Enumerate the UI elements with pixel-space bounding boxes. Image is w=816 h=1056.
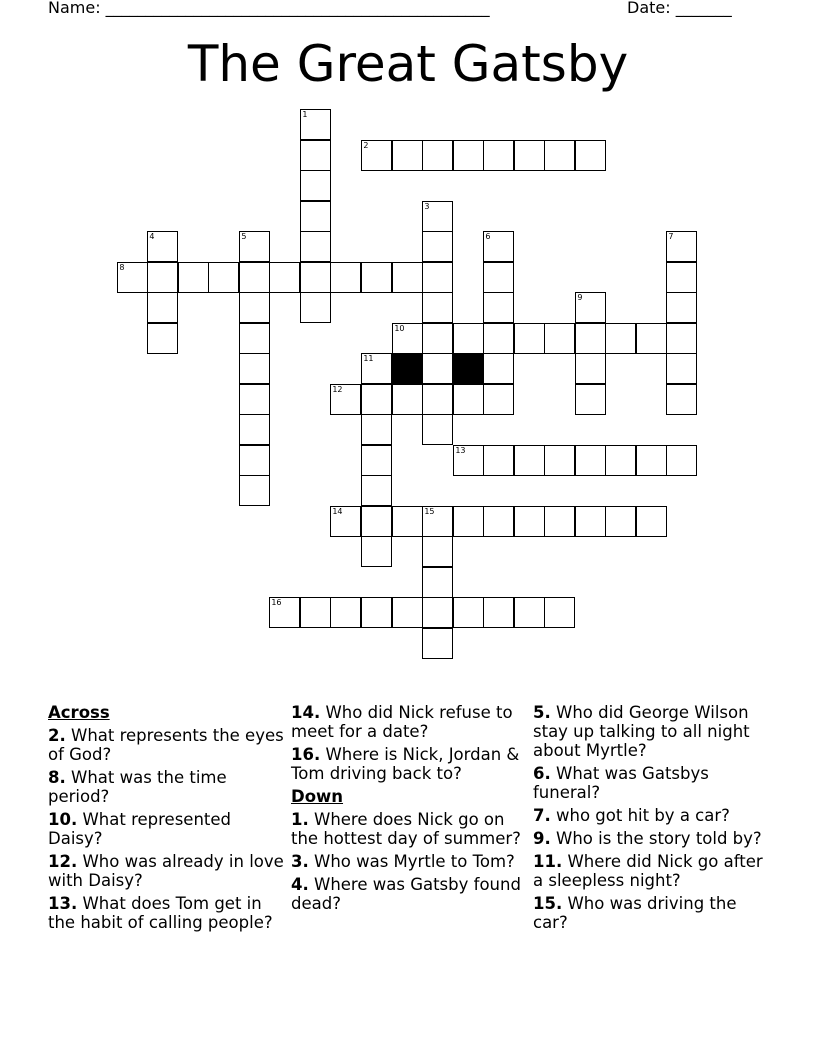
clue-number: 5 <box>241 232 247 242</box>
clue-number: 14 <box>332 507 343 517</box>
grid-cell[interactable] <box>575 445 605 475</box>
grid-cell[interactable] <box>514 140 544 170</box>
grid-cell[interactable] <box>239 384 269 414</box>
grid-cell[interactable] <box>483 140 513 170</box>
grid-cell[interactable] <box>422 628 452 658</box>
grid-cell[interactable] <box>575 506 605 536</box>
grid-cell[interactable] <box>239 262 269 292</box>
grid-cell[interactable] <box>422 384 452 414</box>
grid-cell[interactable] <box>300 597 330 627</box>
clue-number: 16 <box>271 598 282 608</box>
name-label: Name: ________________________________________________ <box>48 0 490 17</box>
grid-cell[interactable] <box>575 140 605 170</box>
clues-column-3 <box>533 703 773 936</box>
clue-down-4: 4. Where was Gatsby found dead? <box>291 875 521 913</box>
clue-number: 10 <box>394 324 405 334</box>
grid-cell-7[interactable] <box>666 231 696 261</box>
grid-cell-10[interactable] <box>392 323 422 353</box>
grid-cell[interactable] <box>300 292 330 322</box>
grid-cell[interactable] <box>208 262 238 292</box>
grid-cell[interactable] <box>239 292 269 322</box>
grid-cell[interactable] <box>422 567 452 597</box>
grid-cell[interactable] <box>361 414 391 444</box>
grid-cell[interactable] <box>605 323 635 353</box>
clues-column-1 <box>48 703 288 936</box>
clue-number: 6 <box>485 232 491 242</box>
grid-cell[interactable] <box>666 323 696 353</box>
grid-cell[interactable] <box>636 445 666 475</box>
grid-cell[interactable] <box>392 597 422 627</box>
grid-cell[interactable] <box>361 597 391 627</box>
grid-cell[interactable] <box>422 353 452 383</box>
grid-cell[interactable] <box>514 445 544 475</box>
grid-cell[interactable] <box>575 353 605 383</box>
grid-cell-12[interactable] <box>330 384 360 414</box>
across-heading: Across <box>48 703 110 722</box>
grid-cell[interactable] <box>392 262 422 292</box>
clue-across-2: 2. What represents the eyes of God? <box>48 726 284 764</box>
clue-number: 4 <box>149 232 155 242</box>
grid-cell[interactable] <box>453 140 483 170</box>
grid-cell-14[interactable] <box>330 506 360 536</box>
grid-cell[interactable] <box>636 323 666 353</box>
grid-cell[interactable] <box>361 475 391 505</box>
grid-cell[interactable] <box>239 414 269 444</box>
grid-cell[interactable] <box>453 323 483 353</box>
grid-cell[interactable] <box>239 323 269 353</box>
clue-number: 11 <box>363 354 374 364</box>
grid-cell-1[interactable] <box>300 109 330 139</box>
grid-cell[interactable] <box>544 140 574 170</box>
grid-cell[interactable] <box>544 323 574 353</box>
grid-cell[interactable] <box>666 292 696 322</box>
grid-cell[interactable] <box>636 506 666 536</box>
grid-cell[interactable] <box>422 140 452 170</box>
grid-cell[interactable] <box>239 445 269 475</box>
grid-cell[interactable] <box>514 597 544 627</box>
clue-number: 2 <box>363 141 369 151</box>
clue-number: 7 <box>668 232 674 242</box>
grid-cell[interactable] <box>147 292 177 322</box>
grid-cell[interactable] <box>483 384 513 414</box>
clue-across-13: 13. What does Tom get in the habit of calling people? <box>48 894 273 932</box>
grid-cell[interactable] <box>178 262 208 292</box>
grid-cell[interactable] <box>300 170 330 200</box>
grid-cell[interactable] <box>575 323 605 353</box>
grid-cell-16[interactable] <box>269 597 299 627</box>
grid-cell-2[interactable] <box>361 140 391 170</box>
grid-cell[interactable] <box>453 384 483 414</box>
clue-number: 9 <box>577 293 583 303</box>
grid-cell[interactable] <box>392 506 422 536</box>
grid-cell[interactable] <box>666 353 696 383</box>
grid-cell[interactable] <box>392 384 422 414</box>
clue-down-3: 3. Who was Myrtle to Tom? <box>291 852 515 871</box>
grid-cell[interactable] <box>147 323 177 353</box>
grid-cell[interactable] <box>300 201 330 231</box>
grid-cell[interactable] <box>483 353 513 383</box>
clue-across-8: 8. What was the time period? <box>48 768 227 806</box>
black-cell <box>453 353 483 383</box>
grid-cell[interactable] <box>330 597 360 627</box>
grid-cell[interactable] <box>239 353 269 383</box>
grid-cell[interactable] <box>483 506 513 536</box>
grid-cell[interactable] <box>361 384 391 414</box>
clue-across-10: 10. What represented Daisy? <box>48 810 232 848</box>
grid-cell[interactable] <box>453 506 483 536</box>
black-cell <box>392 353 422 383</box>
grid-cell-13[interactable] <box>453 445 483 475</box>
grid-cell[interactable] <box>544 597 574 627</box>
grid-cell[interactable] <box>422 536 452 566</box>
clue-across-12: 12. Who was already in love with Daisy? <box>48 852 284 890</box>
grid-cell[interactable] <box>422 292 452 322</box>
clue-down-11: 11. Where did Nick go after a sleepless night? <box>533 852 763 890</box>
grid-cell[interactable] <box>605 506 635 536</box>
grid-cell[interactable] <box>544 445 574 475</box>
grid-cell[interactable] <box>422 323 452 353</box>
grid-cell[interactable] <box>239 475 269 505</box>
clue-number: 15 <box>424 507 435 517</box>
clue-down-5: 5. Who did George Wilson stay up talking to all night about Myrtle? <box>533 703 750 760</box>
grid-cell[interactable] <box>514 323 544 353</box>
grid-cell[interactable] <box>422 231 452 261</box>
clue-down-15: 15. Who was driving the car? <box>533 894 737 932</box>
grid-cell[interactable] <box>361 445 391 475</box>
grid-cell[interactable] <box>422 597 452 627</box>
grid-cell-9[interactable] <box>575 292 605 322</box>
grid-cell[interactable] <box>361 262 391 292</box>
grid-cell[interactable] <box>483 323 513 353</box>
grid-cell[interactable] <box>147 262 177 292</box>
grid-cell[interactable] <box>575 384 605 414</box>
grid-cell[interactable] <box>361 506 391 536</box>
clue-down-6: 6. What was Gatsbys funeral? <box>533 764 709 802</box>
grid-cell[interactable] <box>392 140 422 170</box>
grid-cell[interactable] <box>453 597 483 627</box>
grid-cell[interactable] <box>666 262 696 292</box>
grid-cell[interactable] <box>483 445 513 475</box>
clue-down-9: 9. Who is the story told by? <box>533 829 762 848</box>
grid-cell[interactable] <box>483 597 513 627</box>
date-label: Date: _______ <box>627 0 732 17</box>
grid-cell[interactable] <box>666 384 696 414</box>
grid-cell[interactable] <box>269 262 299 292</box>
grid-cell[interactable] <box>666 445 696 475</box>
grid-cell-8[interactable] <box>117 262 147 292</box>
grid-cell[interactable] <box>300 262 330 292</box>
clues-column-2 <box>291 703 531 917</box>
down-heading: Down <box>291 787 344 806</box>
grid-cell[interactable] <box>514 506 544 536</box>
grid-cell[interactable] <box>544 506 574 536</box>
grid-cell[interactable] <box>422 414 452 444</box>
clue-number: 1 <box>302 110 308 120</box>
grid-cell-3[interactable] <box>422 201 452 231</box>
page-title: The Great Gatsby <box>187 35 629 93</box>
grid-cell[interactable] <box>361 536 391 566</box>
grid-cell[interactable] <box>483 292 513 322</box>
grid-cell-15[interactable] <box>422 506 452 536</box>
clue-number: 3 <box>424 202 430 212</box>
grid-cell[interactable] <box>605 445 635 475</box>
clue-down-7: 7. who got hit by a car? <box>533 806 730 825</box>
grid-cell[interactable] <box>300 140 330 170</box>
grid-cell-5[interactable] <box>239 231 269 261</box>
grid-cell[interactable] <box>483 262 513 292</box>
grid-cell[interactable] <box>422 262 452 292</box>
clue-across-16: 16. Where is Nick, Jordan & Tom driving back to? <box>291 745 520 783</box>
clue-number: 12 <box>332 385 343 395</box>
clue-number: 8 <box>119 263 125 273</box>
grid-cell[interactable] <box>300 231 330 261</box>
grid-cell[interactable] <box>330 262 360 292</box>
clue-down-1: 1. Where does Nick go on the hottest day of summer? <box>291 810 521 848</box>
grid-cell-6[interactable] <box>483 231 513 261</box>
grid-cell-4[interactable] <box>147 231 177 261</box>
grid-cell-11[interactable] <box>361 353 391 383</box>
clue-across-14: 14. Who did Nick refuse to meet for a date? <box>291 703 513 741</box>
clue-number: 13 <box>455 446 466 456</box>
